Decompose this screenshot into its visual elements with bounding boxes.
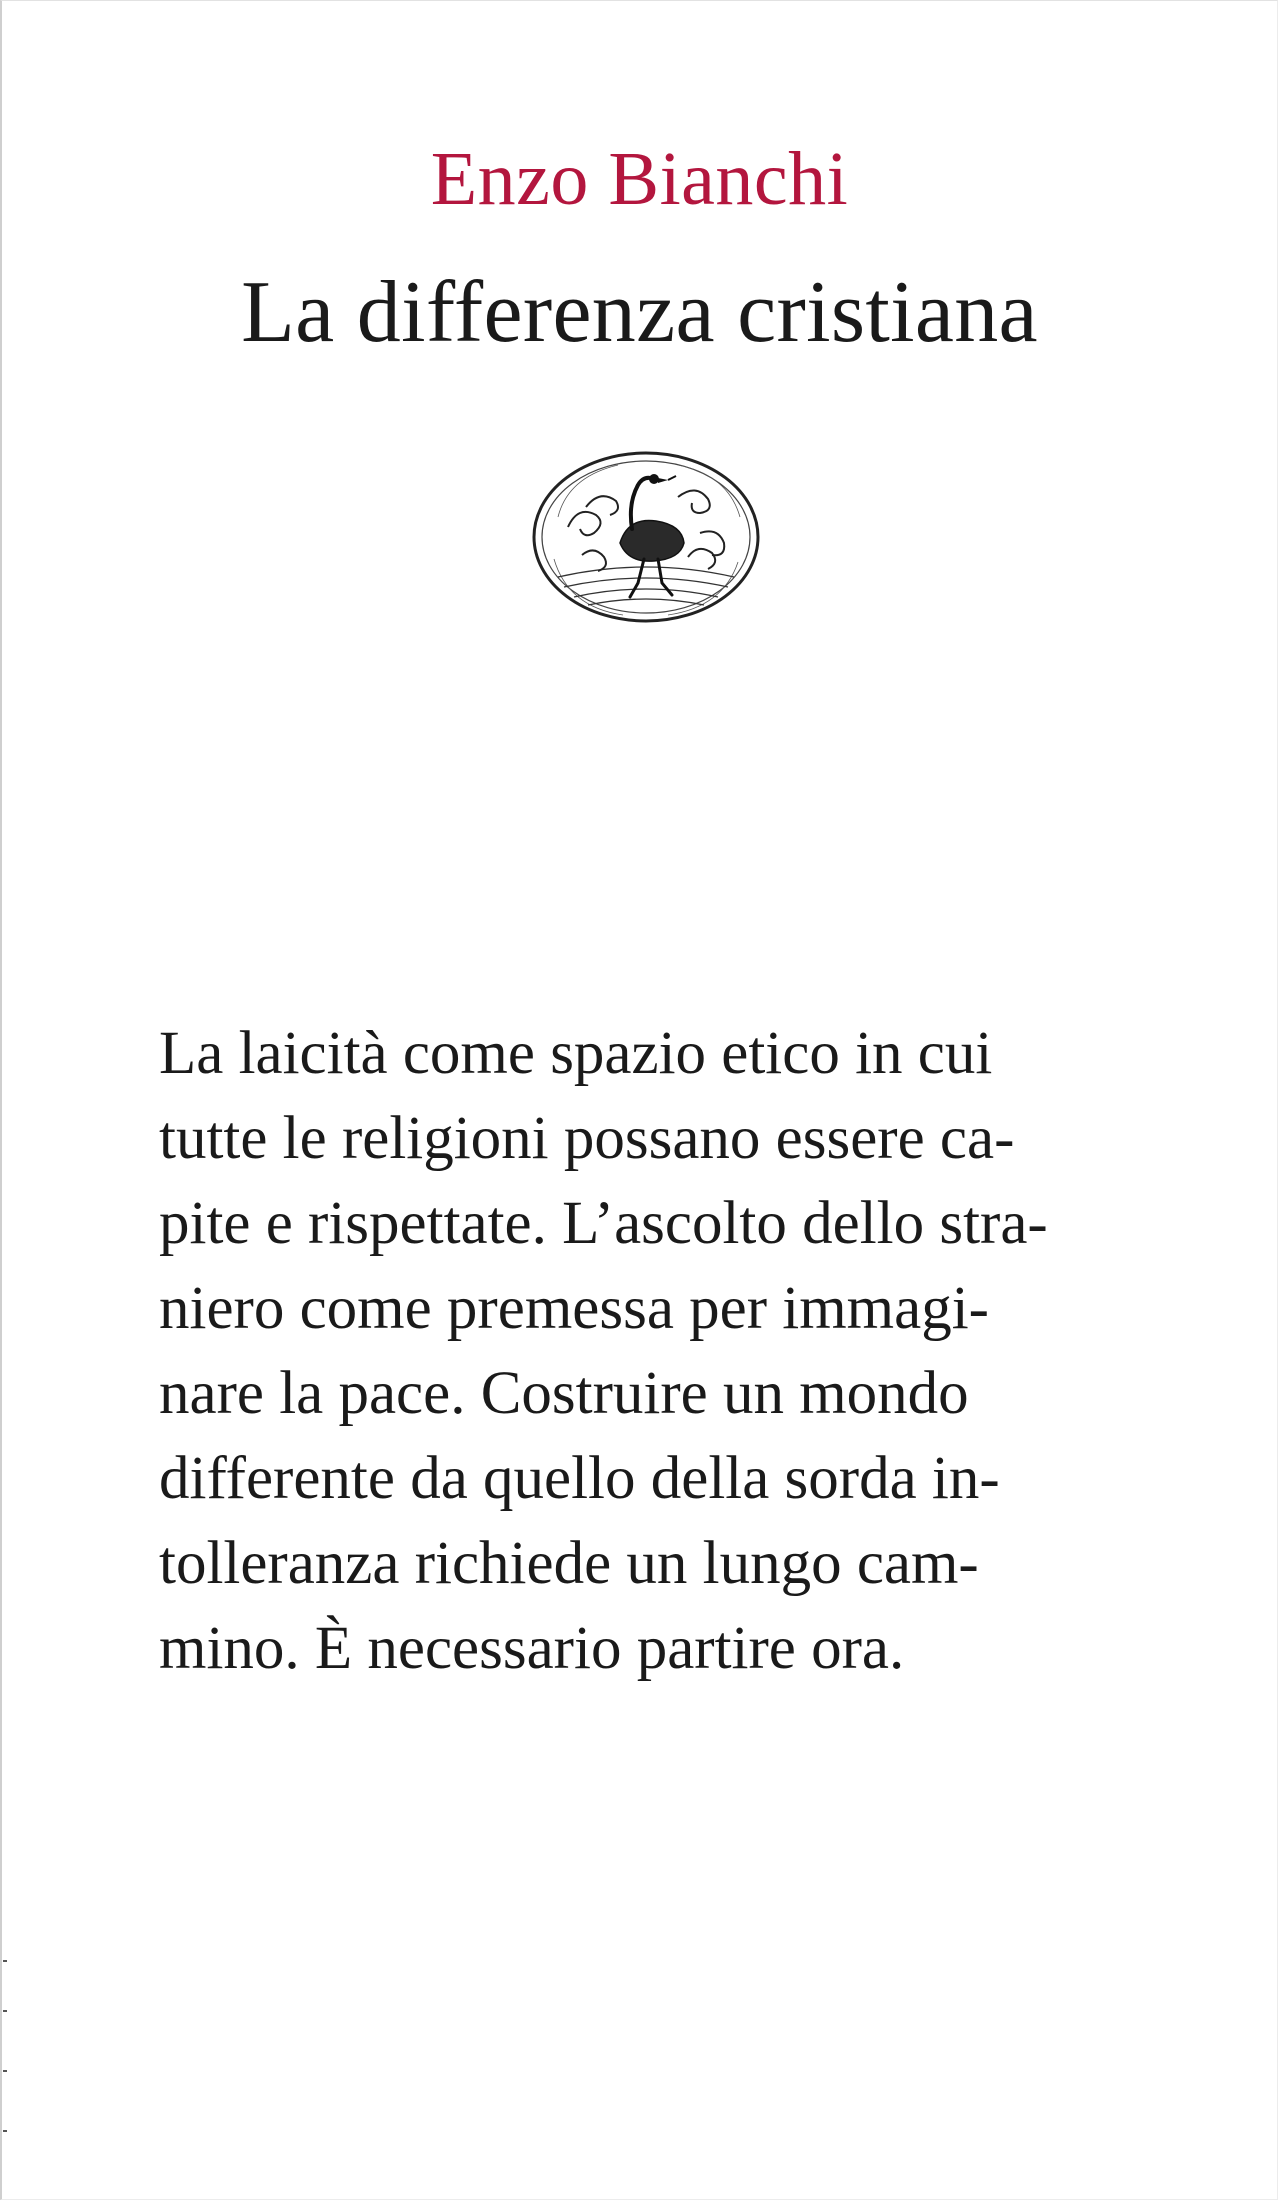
book-title: La differenza cristiana xyxy=(241,264,1038,361)
blurb-line: La laicità come spazio etico in cui xyxy=(159,1020,993,1087)
author-name: Enzo Bianchi xyxy=(430,137,849,221)
blurb-line: mino. È necessario partire ora. xyxy=(159,1615,905,1682)
blurb-line: tolleranza richiede un lungo cam- xyxy=(159,1530,979,1597)
blurb-line: differente da quello della sorda in- xyxy=(159,1445,1000,1512)
blurb-line: pite e rispettate. L’ascolto dello stra- xyxy=(159,1190,1048,1257)
ostrich-seal-icon xyxy=(528,447,764,627)
blurb-line: tutte le religioni possano essere ca- xyxy=(159,1105,1015,1172)
cover-blurb xyxy=(159,1011,1159,1691)
blurb-line: nare la pace. Costruire un mondo xyxy=(159,1360,969,1427)
blurb-line: niero come premessa per immagi- xyxy=(159,1275,989,1342)
spine-edge-marks xyxy=(2,1951,8,2191)
